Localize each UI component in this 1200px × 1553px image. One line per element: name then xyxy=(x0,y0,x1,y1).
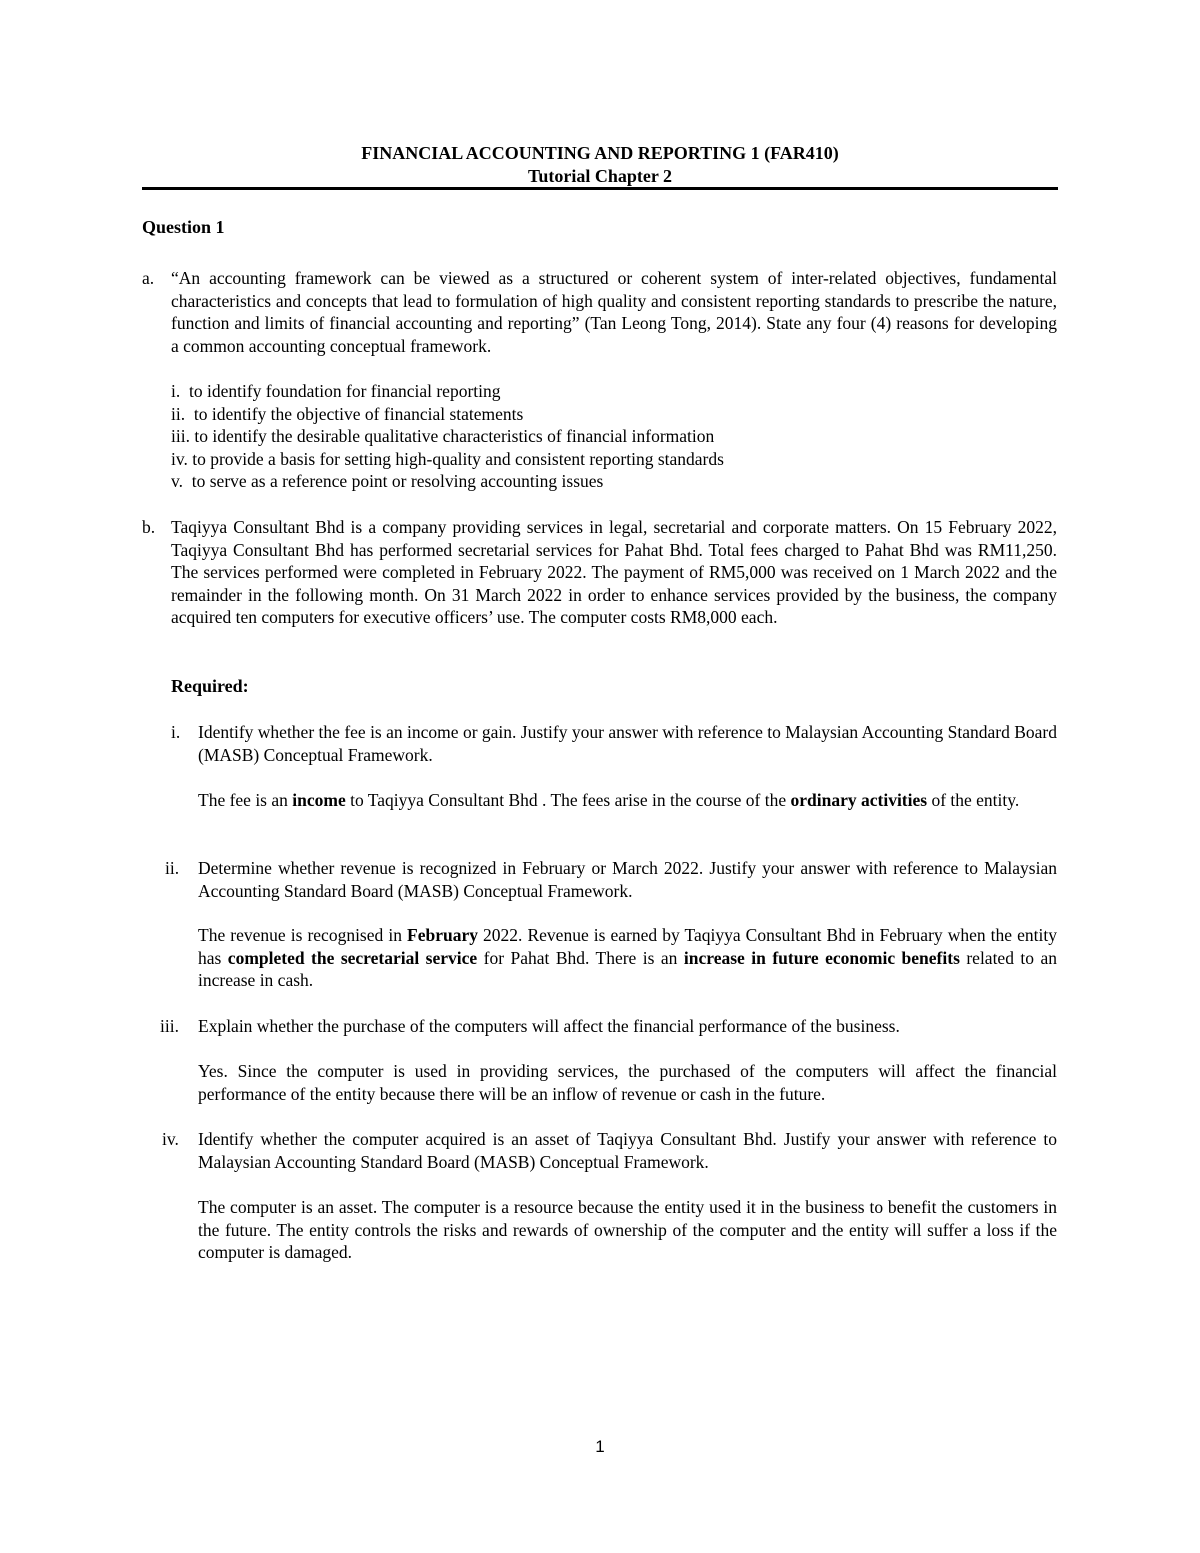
list-item: iv. to provide a basis for setting high-quality and consistent reporting standards xyxy=(171,448,724,469)
question-title: Question 1 xyxy=(142,217,225,237)
course-title: FINANCIAL ACCOUNTING AND REPORTING 1 (FAR410) xyxy=(361,143,839,163)
item-i-number: i. xyxy=(171,722,181,742)
item-iii-question: Explain whether the purchase of the computers will affect the financial performance of the business. xyxy=(198,1016,900,1036)
part-a-label: a. xyxy=(142,268,155,288)
emphasis: ordinary activities xyxy=(790,790,928,810)
emphasis: February xyxy=(407,925,478,945)
emphasis: income xyxy=(292,790,346,810)
item-iv-number: iv. xyxy=(162,1129,179,1149)
header-divider xyxy=(142,187,1058,190)
item-ii-answer: The revenue is recognised in February 2022. Revenue is earned by Taqiyya Consultant Bhd in February when the entity has completed the secretarial service for Pahat Bhd. There is an increase in future economic benefits related to an increase in cash. xyxy=(198,925,1058,990)
list-item: v. to serve as a reference point or resolving accounting issues xyxy=(171,471,604,491)
document-header xyxy=(142,142,1058,188)
required-heading: Required: xyxy=(171,676,249,696)
item-ii-number: ii. xyxy=(165,858,180,878)
list-item: i. to identify foundation for financial reporting xyxy=(171,381,501,401)
part-b-scenario: Taqiyya Consultant Bhd is a company providing services in legal, secretarial and corporate matters. On 15 February 2022, Taqiyya Consultant Bhd has performed secretarial services for Pahat Bhd. Total fees charged to Pahat Bhd was RM11,250. The services performed were completed in February 2022. The payment of RM5,000 was received on 1 March 2022 and the remainder in the following month. On 31 March 2022 in order to enhance services provided by the business, the company acquired ten computers for executive officers’ use. The computer costs RM8,000 each. xyxy=(171,517,1057,627)
list-item: iii. to identify the desirable qualitative characteristics of financial information xyxy=(171,426,715,446)
item-i-question: Identify whether the fee is an income or gain. Justify your answer with reference to Malaysian Accounting Standard Board (MASB) Conceptual Framework. xyxy=(198,722,1057,765)
part-a-question: “An accounting framework can be viewed as a structured or coherent system of inter-related objectives, fundamental characteristics and concepts that lead to formulation of high quality and consistent reporting standards to prescribe the nature, function and limits of financial accounting and reporting” (Tan Leong Tong, 2014). State any four (4) reasons for developing a common accounting conceptual framework. xyxy=(171,268,1057,356)
emphasis: completed the secretarial service xyxy=(227,947,478,968)
part-b-label: b. xyxy=(142,517,156,537)
page-number: 1 xyxy=(595,1437,605,1456)
part-a-answer-list xyxy=(171,380,1057,493)
item-iv-question: Identify whether the computer acquired is an asset of Taqiyya Consultant Bhd. Justify your answer with reference to Malaysian Accounting Standard Board (MASB) Conceptual Framework. xyxy=(198,1129,1057,1172)
item-ii-question: Determine whether revenue is recognized in February or March 2022. Justify your answer with reference to Malaysian Accounting Standard Board (MASB) Conceptual Framework. xyxy=(198,858,1057,901)
item-iv-answer: The computer is an asset. The computer is a resource because the entity used it in the business to benefit the customers in the future. The entity controls the risks and rewards of ownership of the computer and the entity will suffer a loss if the computer is damaged. xyxy=(198,1197,1057,1262)
tutorial-subtitle: Tutorial Chapter 2 xyxy=(527,166,673,186)
item-i-answer: The fee is an income to Taqiyya Consultant Bhd . The fees arise in the course of the ordinary activities of the entity. xyxy=(198,790,1020,810)
item-iii-number: iii. xyxy=(160,1016,179,1036)
emphasis: increase in future economic benefits xyxy=(683,947,960,968)
item-iii-answer: Yes. Since the computer is used in providing services, the purchased of the computers will affect the financial performance of the entity because there will be an inflow of revenue or cash in the future. xyxy=(198,1061,1057,1104)
list-item: ii. to identify the objective of financial statements xyxy=(171,403,524,424)
